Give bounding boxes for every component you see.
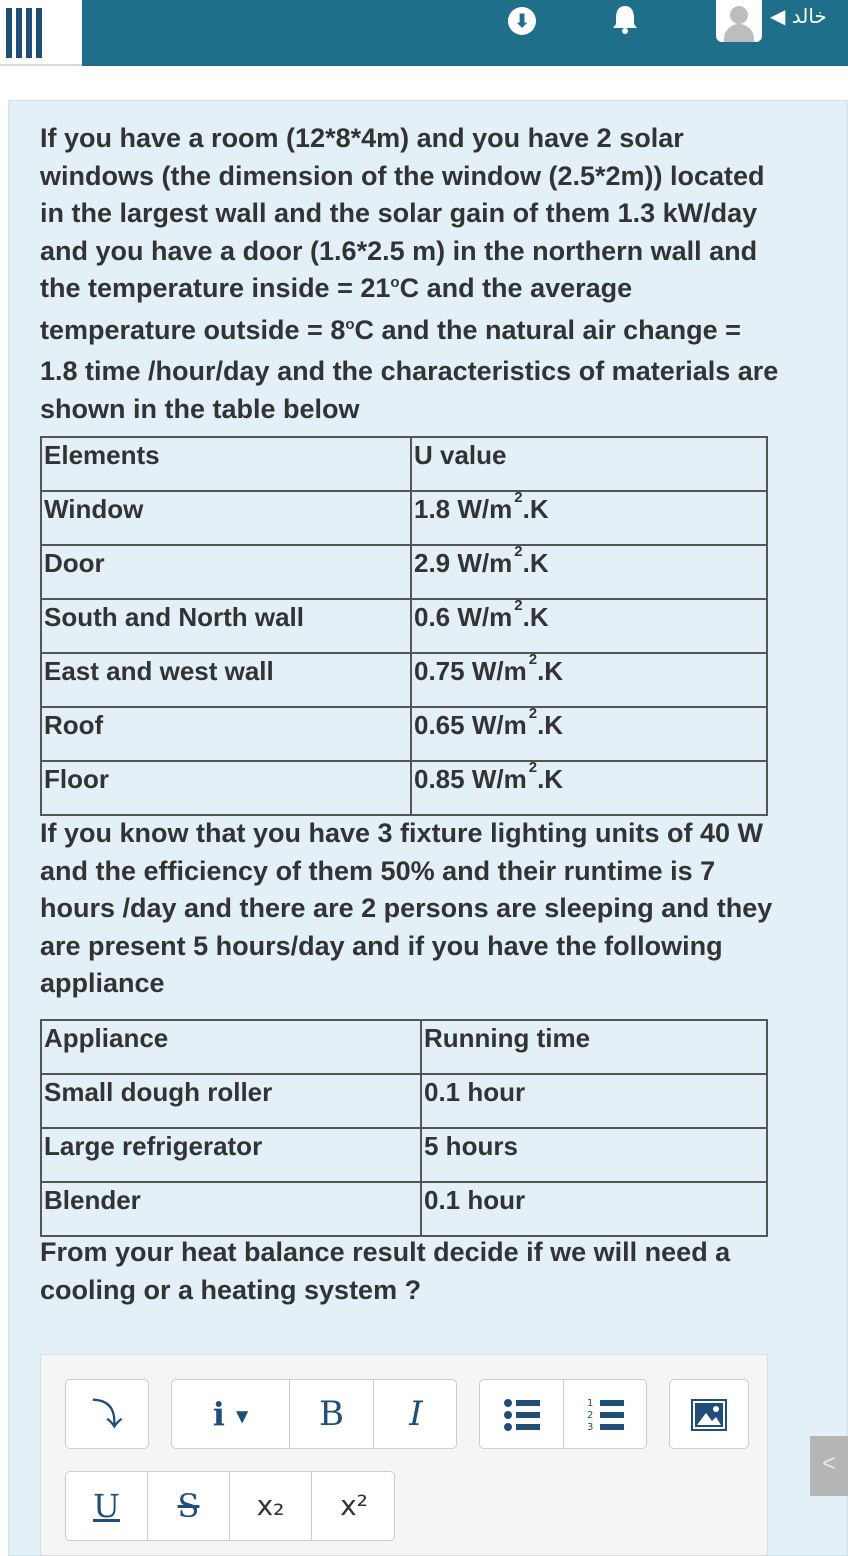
italic-button[interactable]: I — [409, 1394, 423, 1434]
answer-editor[interactable] — [40, 1354, 768, 1556]
u-value-cell: 0.6 W/m $^2$.K — [411, 599, 767, 653]
down-circle-icon[interactable]: ⬇ — [508, 7, 536, 35]
u-value-cell: 0.65 W/m $^2$.K — [411, 707, 767, 761]
table-row — [41, 761, 767, 815]
subscript-button[interactable]: x₂ — [230, 1472, 312, 1540]
insert-image-button[interactable] — [669, 1379, 749, 1449]
caret-down-icon: ▼ — [235, 1406, 249, 1426]
table-row — [41, 599, 767, 653]
table-row — [41, 1182, 767, 1236]
bullet-list-button[interactable] — [480, 1380, 564, 1448]
top-bar — [0, 0, 848, 66]
paragraph-styles-button[interactable]: i ▼ — [172, 1380, 290, 1448]
element-cell: East and west wall — [41, 653, 411, 707]
question-intro: If you have a room (12*8*4m) and you have 2 solar windows (the dimension of the window (2.5*2m)) located in the largest wall and the solar gain of them 1.3 kW/day and you have a door (1.6*2.5 m) in the northern wall and the temperature inside = $21^oC$ and the average temperature outside = $8^oC$ and the natural air change = 1.8 time /hour/day and the characteristics of materials are shown in the table below — [40, 123, 779, 424]
table-row — [41, 545, 767, 599]
u-value-cell: 0.85 W/m $^2$.K — [411, 761, 767, 815]
u-value-cell: 0.75 W/m $^2$.K — [411, 653, 767, 707]
underline-button[interactable]: U — [66, 1472, 148, 1540]
element-cell: South and North wall — [41, 599, 411, 653]
time-cell: 0.1 hour — [421, 1182, 767, 1236]
table-row — [41, 653, 767, 707]
user-avatar-icon[interactable] — [716, 0, 762, 42]
numbered-list-button[interactable] — [564, 1380, 648, 1448]
numbered-list-icon — [586, 1395, 626, 1435]
table-header-row — [41, 1020, 767, 1074]
user-name-link[interactable]: ◀ خالد — [770, 4, 827, 28]
table-row — [41, 1074, 767, 1128]
table-row — [41, 707, 767, 761]
element-cell: Door — [41, 545, 411, 599]
arrow-down-icon: ⤵ — [92, 1398, 122, 1433]
bold-button[interactable]: B — [290, 1380, 374, 1448]
time-cell: 0.1 hour — [421, 1074, 767, 1128]
image-icon — [691, 1399, 727, 1431]
u-value-cell: 2.9 W/m $^2$.K — [411, 545, 767, 599]
header-cell: U value — [411, 437, 767, 491]
menu-button[interactable] — [0, 0, 82, 66]
header-cell: Elements — [41, 437, 411, 491]
u-value-cell: 1.8 W/m $^2$.K — [411, 491, 767, 545]
table-row — [41, 491, 767, 545]
time-cell: 5 hours — [421, 1128, 767, 1182]
text-style-group — [65, 1471, 395, 1541]
header-cell: Running time — [421, 1020, 767, 1074]
svg-text:3: 3 — [587, 1422, 594, 1433]
bullet-list-icon — [502, 1395, 542, 1435]
collapse-toolbar-button[interactable] — [65, 1379, 149, 1449]
side-drawer-toggle[interactable]: < — [810, 1436, 848, 1496]
superscript-button[interactable]: x² — [340, 1489, 368, 1522]
list-group — [479, 1379, 647, 1449]
element-cell: Roof — [41, 707, 411, 761]
hamburger-icon — [6, 8, 56, 58]
appliance-cell: Large refrigerator — [41, 1128, 421, 1182]
materials-table — [40, 436, 768, 816]
table-row — [41, 1128, 767, 1182]
element-cell: Floor — [41, 761, 411, 815]
text-format-group — [171, 1379, 457, 1449]
bell-icon[interactable] — [608, 2, 642, 36]
svg-text:1: 1 — [587, 1398, 594, 1409]
element-cell: Window — [41, 491, 411, 545]
question-middle-text: If you know that you have 3 fixture lighting units of 40 W and the efficiency of them 50% and their runtime is 7 hours /day and there are 2 persons are sleeping and they are present 5 hours/day and if you have the following appliance — [40, 818, 773, 998]
appliance-cell: Blender — [41, 1182, 421, 1236]
strikethrough-button[interactable]: S — [148, 1472, 230, 1540]
svg-text:2: 2 — [587, 1410, 594, 1421]
table-header-row — [41, 437, 767, 491]
appliance-table — [40, 1019, 768, 1237]
header-cell: Appliance — [41, 1020, 421, 1074]
question-final-text: From your heat balance result decide if we will need a cooling or a heating system ? — [40, 1237, 731, 1305]
appliance-cell: Small dough roller — [41, 1074, 421, 1128]
